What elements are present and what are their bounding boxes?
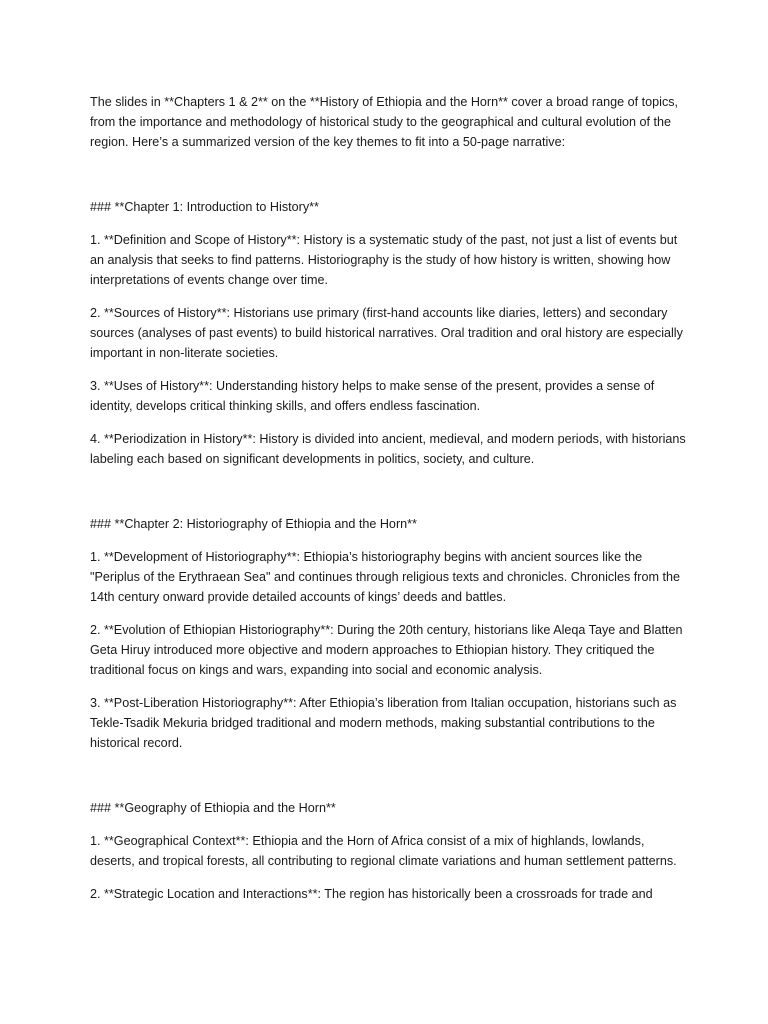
list-item: 1. **Geographical Context**: Ethiopia and the Horn of Africa consist of a mix of highlands, lowlands, deserts, and tropical forests, all contributing to regional climate variations and human settlement patterns. [90,834,677,868]
chapter-1-heading: ### **Chapter 1: Introduction to History** [90,200,319,214]
chapter-2-heading: ### **Chapter 2: Historiography of Ethiopia and the Horn** [90,517,417,531]
list-item: 1. **Development of Historiography**: Ethiopia’s historiography begins with ancient sources like the "Periplus of the Erythraean Sea" and continues through religious texts and chronicles. Chronicles from the 14th century onward provide detailed accounts of kings’ deeds and battles. [90,550,680,604]
list-item: 1. **Definition and Scope of History**: History is a systematic study of the past, not just a list of events but an analysis that seeks to find patterns. Historiography is the study of how history is written, showing how interpretations of events change over time. [90,233,678,287]
geography-heading: ### **Geography of Ethiopia and the Horn** [90,801,336,815]
list-item: 2. **Strategic Location and Interactions**: The region has historically been a crossroads for trade and [90,887,653,901]
list-item: 2. **Sources of History**: Historians use primary (first-hand accounts like diaries, letters) and secondary sources (analyses of past events) to build historical narratives. Oral tradition and oral history are especially important in non-literate societies. [90,306,683,360]
list-item: 2. **Evolution of Ethiopian Historiography**: During the 20th century, historians like Aleqa Taye and Blatten Geta Hiruy introduced more objective and modern approaches to Ethiopian history. They critiqued the traditional focus on kings and wars, expanding into social and economic analysis. [90,623,683,677]
list-item: 4. **Periodization in History**: History is divided into ancient, medieval, and modern periods, with historians labeling each based on significant developments in politics, society, and culture. [90,432,686,466]
intro-paragraph: The slides in **Chapters 1 & 2** on the **History of Ethiopia and the Horn** cover a broad range of topics, from the importance and methodology of historical study to the geographical and cultural evolution of the region. Here’s a summarized version of the key themes to fit into a 50-page narrative: [90,95,679,149]
list-item: 3. **Post-Liberation Historiography**: After Ethiopia’s liberation from Italian occupation, historians such as Tekle-Tsadik Mekuria bridged traditional and modern methods, making substantial contributions to the historical record. [90,696,677,750]
document-page [90,92,690,917]
list-item: 3. **Uses of History**: Understanding history helps to make sense of the present, provides a sense of identity, develops critical thinking skills, and offers endless fascination. [90,379,655,413]
